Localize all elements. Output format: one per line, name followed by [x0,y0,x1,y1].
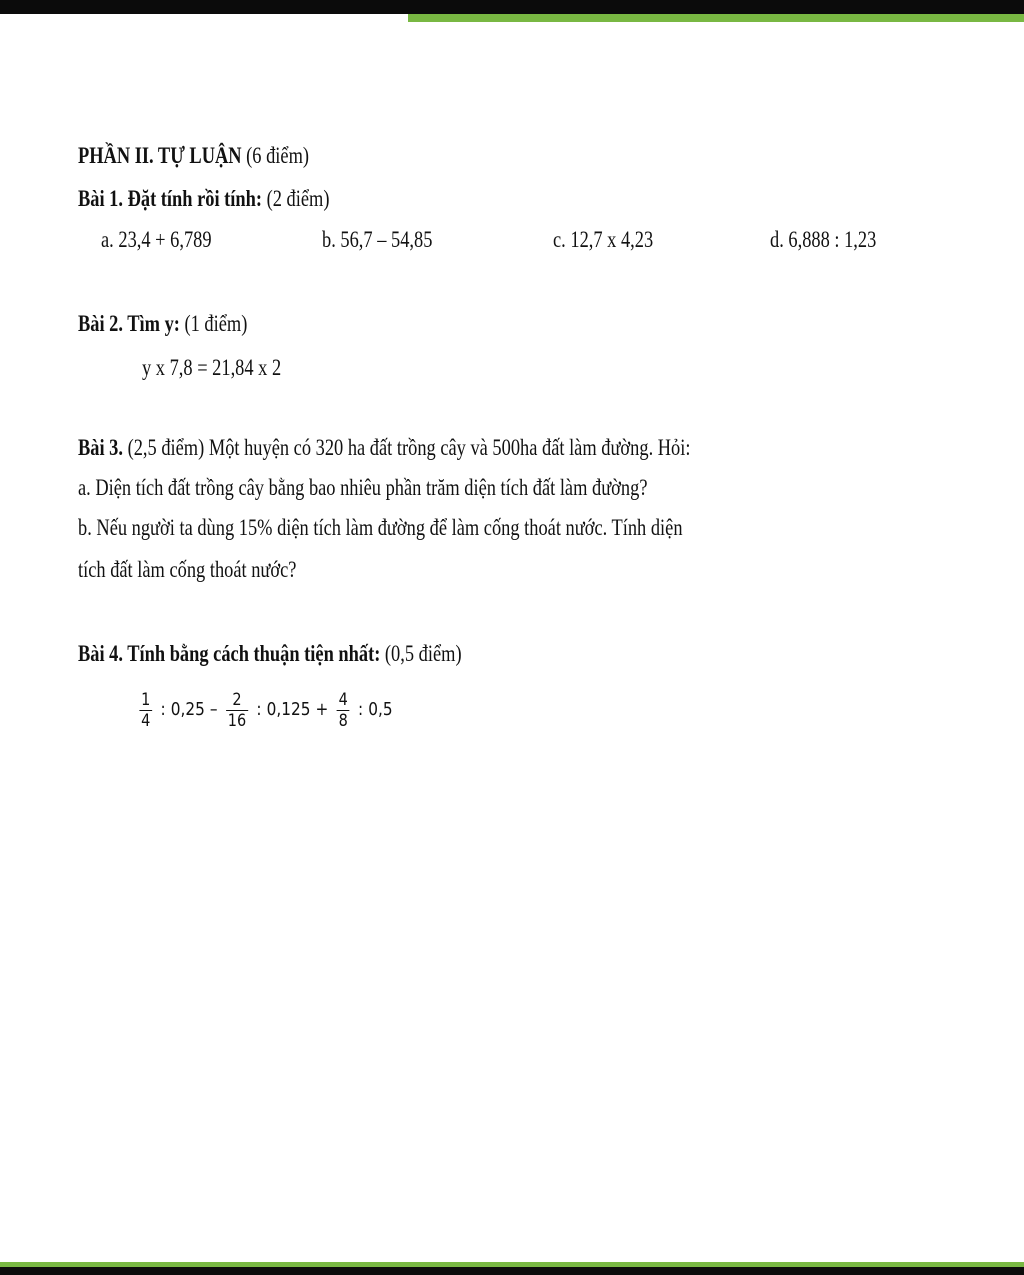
decimal-value: 0,125 [266,699,311,720]
bai3-heading-label: Bài 3. [78,435,123,460]
part-title-label: PHẦN II. TỰ LUẬN [78,143,242,168]
part-title-points: (6 điểm) [246,143,310,168]
bai1-heading-label: Bài 1. Đặt tính rồi tính: [78,186,263,211]
bai3-line4: tích đất làm cống thoát nước? [78,557,297,582]
fraction-numerator: 2 [232,689,242,710]
fraction-denominator: 16 [227,710,247,731]
fraction-2-16 [226,690,248,731]
bai4-heading-label: Bài 4. Tính bằng cách thuận tiện nhất: [78,641,381,666]
divide-sign: : [256,699,262,720]
decimal-value: 0,5 [368,699,393,720]
bai4-expression [136,678,393,742]
bai1-item-b: b. 56,7 – 54,85 [322,227,433,252]
fraction-1-4 [139,690,152,731]
bai1-items [0,226,1024,256]
bai2-heading-label: Bài 2. Tìm y: [78,311,180,336]
bai4-heading-points: (0,5 điểm) [384,641,462,666]
bai2-heading-points: (1 điểm) [184,311,248,336]
fraction-numerator: 1 [141,689,151,710]
divide-sign: : [160,699,166,720]
decimal-value: 0,25 [170,699,205,720]
bai1-item-c: c. 12,7 x 4,23 [553,227,654,252]
minus-sign: – [209,699,218,720]
bai3-line1 [78,434,690,462]
bai2-heading [78,310,247,338]
bottom-frame-bar [0,1267,1024,1275]
plus-sign: + [315,699,329,720]
fraction-denominator: 8 [338,710,348,731]
fraction-numerator: 4 [338,689,348,710]
bai1-item-a: a. 23,4 + 6,789 [101,227,212,252]
part-title [78,142,309,170]
fraction-denominator: 4 [141,710,151,731]
bai1-heading [78,185,329,213]
bai4-heading [78,640,462,668]
bai3-line1-text: (2,5 điểm) Một huyện có 320 ha đất trồng cây và 500ha đất làm đường. Hỏi: [127,435,691,460]
divide-sign: : [357,699,364,720]
bai3-line2: a. Diện tích đất trồng cây bằng bao nhiêu phần trăm diện tích đất làm đường? [78,475,648,500]
bai1-item-d: d. 6,888 : 1,23 [770,227,877,252]
bai2-equation: y x 7,8 = 21,84 x 2 [142,355,282,380]
top-frame-bar [0,0,1024,14]
bai3-line3: b. Nếu người ta dùng 15% diện tích làm đường để làm cống thoát nước. Tính diện [78,515,683,540]
top-accent-bar [408,14,1024,22]
fraction-4-8 [337,690,350,731]
bai1-heading-points: (2 điểm) [266,186,330,211]
